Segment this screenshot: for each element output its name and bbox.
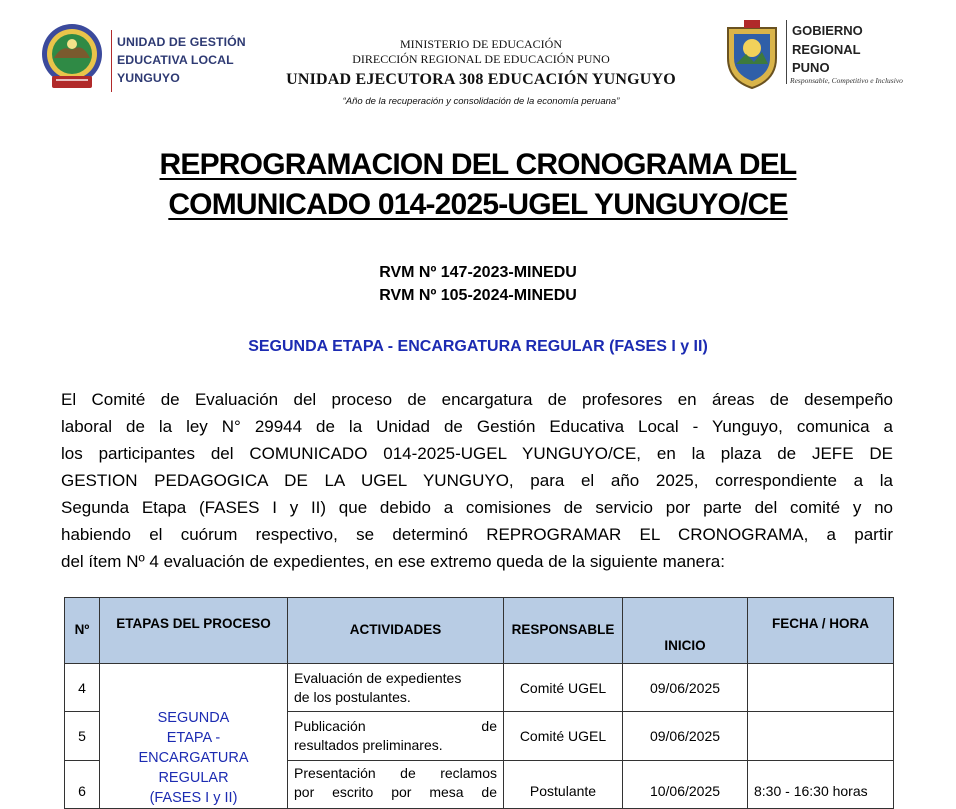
body-line: laboral de la ley N° 29944 de la Unidad de Gestión Educativa Local - Yunguyo, comunica a [61, 417, 893, 436]
responsible-cell: Comité UGEL [504, 712, 623, 760]
body-line: habiendo el cuórum respectivo, se determinó REPROGRAMAR EL CRONOGRAMA, a partir [61, 525, 893, 544]
activity-line: de los postulantes. [294, 688, 411, 705]
body-line: Segunda Etapa (FASES I y II) que debido a comisiones de servicio por parte del comité y no [61, 498, 893, 517]
header-divider-left [111, 30, 112, 92]
activity-cell [288, 664, 504, 712]
time-cell: 8:30 - 16:30 horas [748, 760, 894, 808]
stage-line: (FASES I y II) [149, 790, 238, 806]
responsible-cell: Comité UGEL [504, 664, 623, 712]
executing-unit: UNIDAD EJECUTORA 308 EDUCACIÓN YUNGUYO [286, 71, 676, 88]
body-line: GESTION PEDAGOGICA DE LA UGEL YUNGUYO, para el año 2025, correspondiente a la [61, 471, 893, 490]
body-line: los participantes del COMUNICADO 014-2025-UGEL YUNGUYO/CE, en la plaza de JEFE DE [61, 444, 893, 463]
start-date-cell: 09/06/2025 [623, 712, 748, 760]
body-line: El Comité de Evaluación del proceso de encargatura de profesores en áreas de desempeño [61, 390, 893, 409]
responsible-cell: Postulante [504, 760, 623, 808]
gobierno-regional-name [792, 22, 932, 78]
table-header-row [65, 598, 894, 664]
ugel-name-line-2: EDUCATIVA LOCAL [117, 53, 234, 67]
rvm-reference-1: RVM Nº 147-2023-MINEDU [379, 264, 577, 281]
body-paragraph [61, 386, 893, 575]
row-num: 6 [65, 760, 100, 808]
header-start: INICIO [623, 598, 748, 664]
gob-name-line-1: GOBIERNO [792, 23, 863, 38]
row-num: 4 [65, 664, 100, 712]
gobierno-regional-puno-shield [722, 18, 782, 90]
gob-name-line-3: PUNO [792, 60, 830, 75]
schedule-table [64, 597, 894, 809]
time-cell [748, 712, 894, 760]
activity-line: por escrito por mesa de [294, 783, 497, 800]
ugel-yunguyo-logo [40, 22, 104, 92]
stage-line: ENCARGATURA [138, 750, 249, 766]
header-stage: ETAPAS DEL PROCESO [100, 598, 288, 664]
activity-line: resultados preliminares. [294, 736, 443, 753]
ugel-name-line-1: UNIDAD DE GESTIÓN [117, 35, 246, 49]
header-date-time: FECHA / HORA [748, 598, 894, 664]
header-divider-right [786, 20, 787, 84]
stage-line: ETAPA - [166, 730, 221, 746]
gobierno-regional-motto: Responsable, Competitivo e Inclusivo [790, 76, 903, 85]
year-motto: “Año de la recuperación y consolidación de la economía peruana” [342, 96, 620, 107]
activity-cell [288, 760, 504, 808]
start-date-cell: 10/06/2025 [623, 760, 748, 808]
stage-cell [100, 664, 288, 809]
document-title-line-1: REPROGRAMACION DEL CRONOGRAMA DEL [159, 148, 797, 181]
activity-line: Evaluación de expedientes [294, 669, 462, 686]
start-date-cell: 09/06/2025 [623, 664, 748, 712]
ugel-name [117, 33, 247, 87]
header-activities: ACTIVIDADES [288, 598, 504, 664]
rvm-reference-2: RVM Nº 105-2024-MINEDU [379, 287, 577, 304]
row-num: 5 [65, 712, 100, 760]
table-row [65, 664, 894, 712]
stage-line: SEGUNDA [157, 710, 230, 726]
activity-line: Presentación de reclamos [294, 764, 497, 781]
stage-line: REGULAR [158, 770, 229, 786]
stage-subtitle: SEGUNDA ETAPA - ENCARGATURA REGULAR (FASES I y II) [248, 338, 708, 355]
gob-name-line-2: REGIONAL [792, 41, 861, 57]
time-cell [748, 664, 894, 712]
directorate-name: DIRECCIÓN REGIONAL DE EDUCACIÓN PUNO [352, 52, 610, 66]
document-title-line-2: COMUNICADO 014-2025-UGEL YUNGUYO/CE [168, 188, 788, 221]
activity-cell [288, 712, 504, 760]
header-num: Nº [65, 598, 100, 664]
ugel-name-line-3: YUNGUYO [117, 71, 180, 85]
activity-line: Publicación de [294, 717, 497, 734]
body-line: del ítem Nº 4 evaluación de expedientes, en ese extremo queda de la siguiente manera: [61, 552, 725, 571]
ministry-name: MINISTERIO DE EDUCACIÓN [400, 37, 562, 51]
header-responsible: RESPONSABLE [504, 598, 623, 664]
